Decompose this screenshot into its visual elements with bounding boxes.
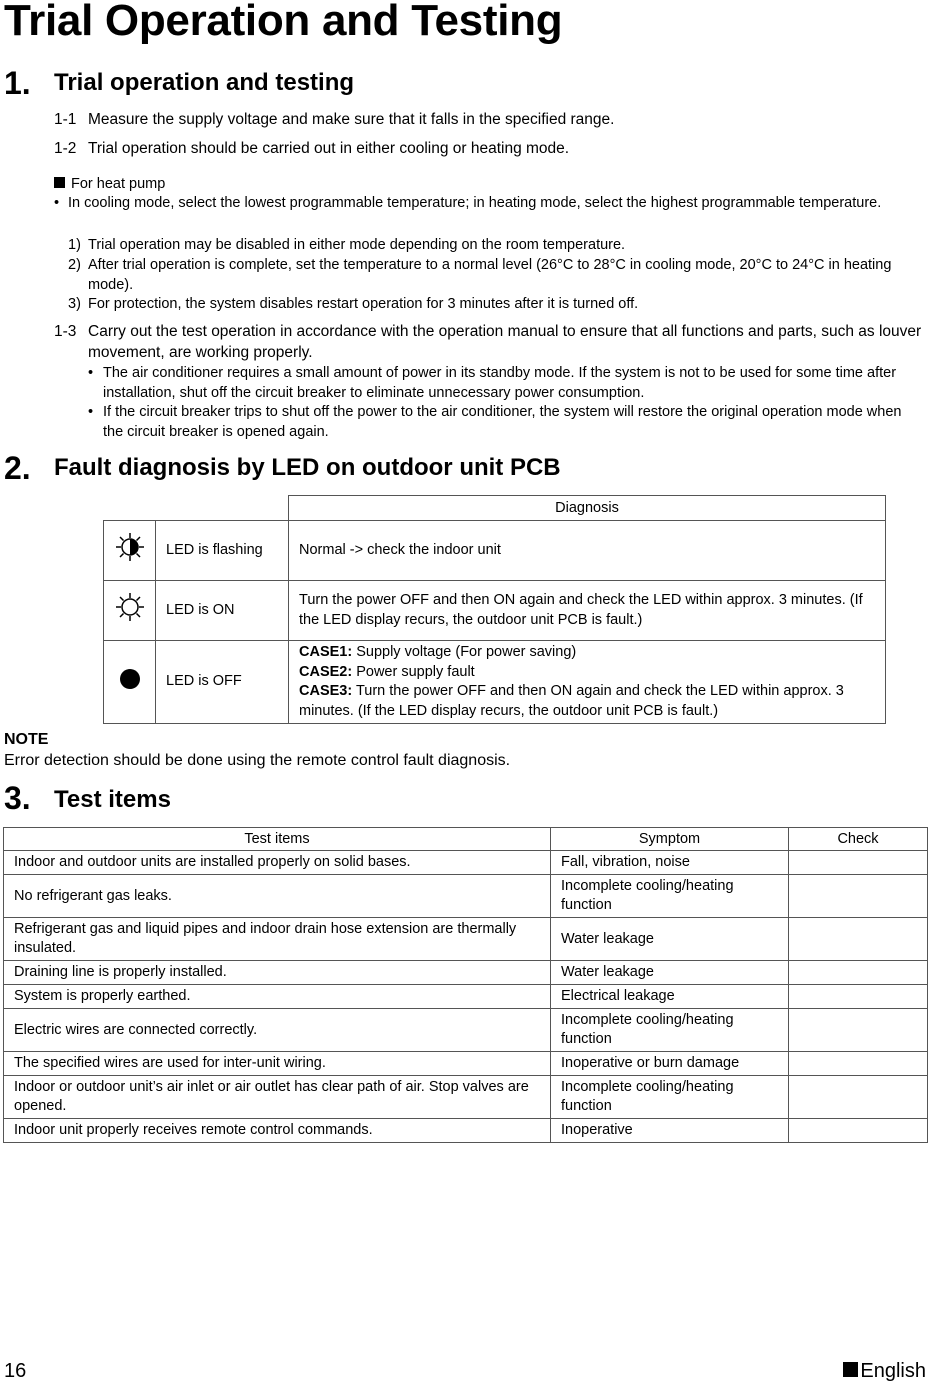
table-row	[104, 521, 886, 581]
sub-1-text: Trial operation may be disabled in either mode depending on the room temperature.	[88, 237, 626, 253]
item-1-3-bullet-2: If the circuit breaker trips to shut off the power to the air conditioner, the system will restore the original operation mode when the circuit breaker is opened again.	[103, 404, 902, 440]
symptom: Incomplete cooling/heating function	[551, 1009, 789, 1052]
square-bullet-icon	[843, 1362, 858, 1377]
check-box[interactable]	[789, 1119, 928, 1143]
table-row	[4, 918, 928, 961]
table-row	[4, 1076, 928, 1119]
empty-header	[104, 496, 289, 521]
test-item: Indoor unit properly receives remote control commands.	[4, 1119, 551, 1143]
check-header: Check	[789, 828, 928, 851]
item-1-3-text: Carry out the test operation in accordance with the operation manual to ensure that all functions and parts, such as louver movement, are working properly.	[88, 323, 922, 361]
check-box[interactable]	[789, 1052, 928, 1076]
symptom: Fall, vibration, noise	[551, 851, 789, 875]
language-text: English	[860, 1360, 926, 1382]
section1-number: 1.	[4, 65, 31, 101]
symptom: Incomplete cooling/heating function	[551, 875, 789, 918]
test-item: Refrigerant gas and liquid pipes and indoor drain hose extension are thermally insulated.	[4, 918, 551, 961]
led-diagnosis	[289, 641, 886, 724]
language-label	[843, 1360, 926, 1383]
symptom: Inoperative	[551, 1119, 789, 1143]
case3-label: CASE3:	[299, 683, 353, 699]
led-state: LED is flashing	[156, 521, 289, 581]
sub-3-text: For protection, the system disables restart operation for 3 minutes after it is turned off.	[88, 296, 639, 312]
symptom: Electrical leakage	[551, 985, 789, 1009]
check-box[interactable]	[789, 875, 928, 918]
test-items-header: Test items	[4, 828, 551, 851]
table-row	[4, 1119, 928, 1143]
check-box[interactable]	[789, 1076, 928, 1119]
test-item: Electric wires are connected correctly.	[4, 1009, 551, 1052]
table-row	[4, 985, 928, 1009]
symptom: Inoperative or burn damage	[551, 1052, 789, 1076]
test-items-table	[3, 827, 928, 1143]
check-box[interactable]	[789, 1009, 928, 1052]
symptom: Water leakage	[551, 961, 789, 985]
symptom: Water leakage	[551, 918, 789, 961]
item-1-3-bullet-1: The air conditioner requires a small amount of power in its standby mode. If the system is not to be used for some time after installation, shut off the circuit breaker to eliminate unnecessary power consumption.	[103, 365, 897, 401]
item-1-2-number: 1-2	[54, 140, 77, 157]
check-box[interactable]	[789, 985, 928, 1009]
check-box[interactable]	[789, 918, 928, 961]
item-1-1-number: 1-1	[54, 111, 77, 128]
section1-title: Trial operation and testing	[54, 69, 355, 96]
led-diagnosis: Turn the power OFF and then ON again and check the LED within approx. 3 minutes. (If the LED display recurs, the outdoor unit PCB is fault.)	[289, 581, 886, 641]
page-title: Trial Operation and Testing	[4, 0, 563, 45]
section3-number: 3.	[4, 780, 31, 816]
table-row	[4, 851, 928, 875]
table-row	[4, 961, 928, 985]
symptom-header: Symptom	[551, 828, 789, 851]
item-1-1-text: Measure the supply voltage and make sure that it falls in the specified range.	[88, 111, 615, 128]
test-item: System is properly earthed.	[4, 985, 551, 1009]
led-state: LED is OFF	[156, 641, 289, 724]
table-row	[104, 641, 886, 724]
test-item: Indoor or outdoor unit’s air inlet or air outlet has clear path of air. Stop valves are opened.	[4, 1076, 551, 1119]
table-row	[4, 875, 928, 918]
table-row	[104, 581, 886, 641]
test-item: The specified wires are used for inter-unit wiring.	[4, 1052, 551, 1076]
page-number: 16	[4, 1360, 27, 1382]
led-state: LED is ON	[156, 581, 289, 641]
table-row	[4, 1009, 928, 1052]
item-1-3-number: 1-3	[54, 323, 77, 340]
diagnosis-header: Diagnosis	[289, 496, 886, 521]
led-diagnosis-table	[103, 495, 886, 724]
symptom: Incomplete cooling/heating function	[551, 1076, 789, 1119]
sub-1-number: 1)	[68, 237, 81, 253]
case2-label: CASE2:	[299, 663, 353, 680]
case1-label: CASE1:	[299, 644, 353, 660]
case1-text: Supply voltage (For power saving)	[352, 644, 577, 660]
test-item: Indoor and outdoor units are installed properly on solid bases.	[4, 851, 551, 875]
section3-title: Test items	[54, 786, 171, 813]
check-box[interactable]	[789, 961, 928, 985]
heat-pump-text: For heat pump	[71, 176, 166, 192]
table-row	[4, 1052, 928, 1076]
square-bullet-icon	[54, 177, 65, 188]
bullet-icon: •	[88, 365, 94, 381]
note-text: Error detection should be done using the remote control fault diagnosis.	[4, 752, 511, 769]
section2-number: 2.	[4, 450, 31, 486]
bullet-icon: •	[88, 404, 94, 420]
led-off-icon	[104, 641, 156, 724]
note-title: NOTE	[4, 731, 49, 748]
test-item: Draining line is properly installed.	[4, 961, 551, 985]
sub-2-number: 2)	[68, 257, 81, 273]
led-diagnosis: Normal -> check the indoor unit	[289, 521, 886, 581]
heat-pump-bullet: In cooling mode, select the lowest programmable temperature; in heating mode, select the highest programmable temperature.	[68, 195, 882, 211]
sub-2-text: After trial operation is complete, set the temperature to a normal level (26°C to 28°C in cooling mode, 20°C to 24°C in heating mode).	[88, 257, 892, 293]
case2-text: Power supply fault	[352, 663, 475, 680]
test-item: No refrigerant gas leaks.	[4, 875, 551, 918]
bullet-icon: •	[54, 195, 60, 211]
section2-title: Fault diagnosis by LED on outdoor unit PCB	[54, 454, 561, 481]
heat-pump-label	[54, 174, 165, 194]
led-flashing-icon	[104, 521, 156, 581]
sub-3-number: 3)	[68, 296, 81, 312]
led-on-icon	[104, 581, 156, 641]
check-box[interactable]	[789, 851, 928, 875]
item-1-2-text: Trial operation should be carried out in either cooling or heating mode.	[88, 140, 570, 157]
case3-text: Turn the power OFF and then ON again and check the LED within approx. 3 minutes. (If the LED display recurs, the outdoor unit PCB is fault.)	[299, 683, 844, 719]
